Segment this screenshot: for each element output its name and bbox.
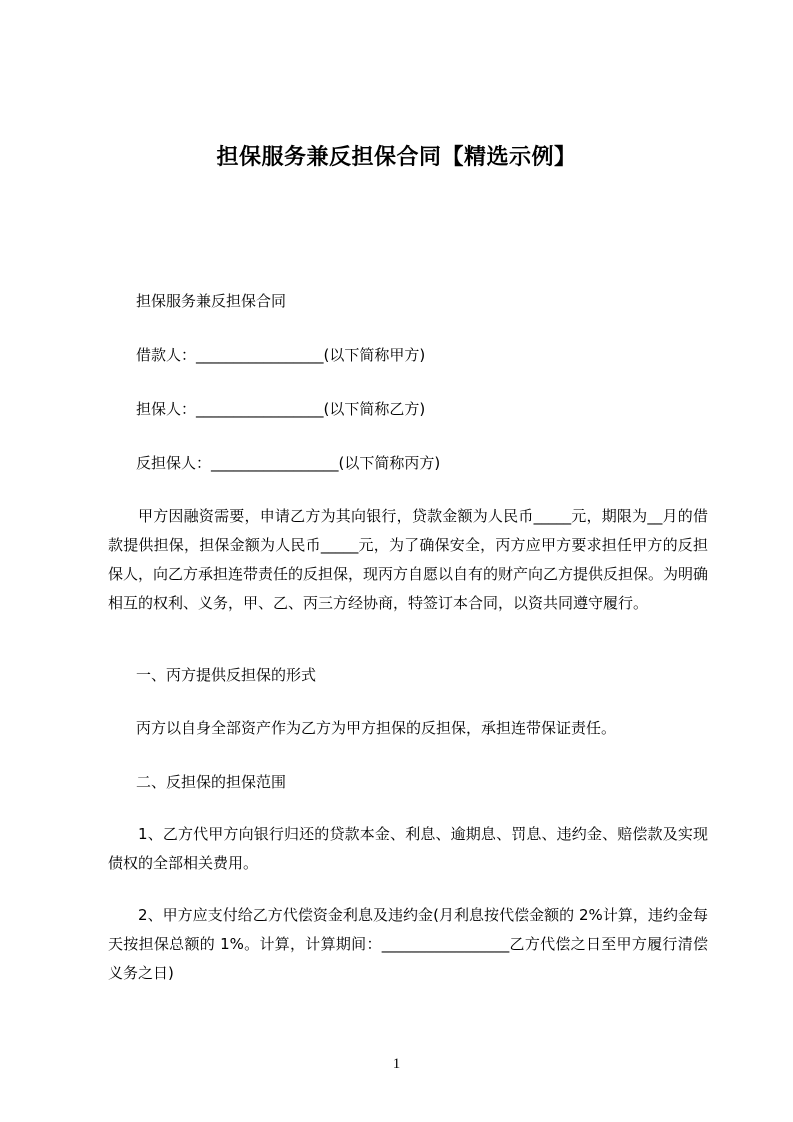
section1-heading: 一、丙方提供反担保的形式 bbox=[136, 666, 317, 684]
intro-paragraph: 甲方因融资需要，申请乙方为其向银行，贷款金额为人民币_____元，期限为__月的借款提供担保，担保金额为人民币_____元，为了确保安全，丙方应甲方要求担任甲方的反担保人，向乙方承担连带责任的反担保，现丙方自愿以自有的财产向乙方提供反担保。为明确相互的权利、义务，甲、乙、丙三方经协商，特签订本合同，以资共同遵守履行。 bbox=[108, 507, 709, 612]
borrower-line: 借款人：_________________(以下简称甲方) bbox=[136, 346, 426, 364]
section2-heading: 二、反担保的担保范围 bbox=[136, 773, 287, 791]
contract-name: 担保服务兼反担保合同 bbox=[136, 292, 287, 310]
section2-item2: 2、甲方应支付给乙方代偿资金利息及违约金(月利息按代偿金额的 2%计算，违约金每天按担保总额的 1%。计算，计算期间：_________________乙方代偿之日至甲方履行清偿义务之日) bbox=[108, 906, 708, 982]
document-title: 担保服务兼反担保合同【精选示例】 bbox=[216, 145, 577, 170]
section2-item1: 1、乙方代甲方向银行归还的贷款本金、利息、逾期息、罚息、违约金、赔偿款及实现债权的全部相关费用。 bbox=[108, 825, 708, 872]
guarantor-line: 担保人：_________________(以下简称乙方) bbox=[136, 400, 426, 418]
counter-guarantor-line: 反担保人：_________________(以下简称丙方) bbox=[136, 454, 441, 472]
section1-text: 丙方以自身全部资产作为乙方为甲方担保的反担保，承担连带保证责任。 bbox=[136, 719, 617, 737]
page-number: 1 bbox=[392, 1056, 401, 1072]
